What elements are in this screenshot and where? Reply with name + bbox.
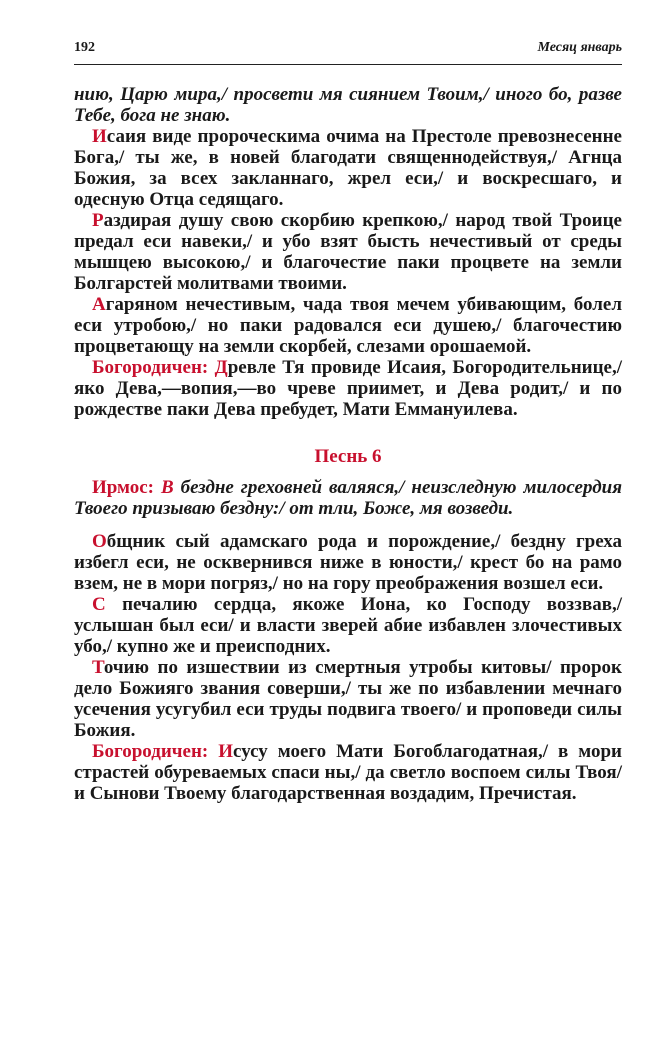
page-body (74, 84, 622, 804)
irmos-text: бездне греховней валяяся,/ неизследную милосердия Твоего призываю бездну:/ от тли, Боже, мя возведи. (74, 477, 622, 519)
running-title: Месяц январь (537, 40, 622, 55)
initial-letter: О (92, 531, 107, 552)
page-header (74, 40, 622, 60)
spacer (74, 519, 622, 531)
theotokion-text: ревле Тя провиде Исаия, Богородительнице,/ яко Дева,—вопия,—во чреве приимет, и Дева родит,/ и по рождестве паки Дева пребудет, Мати Еммануилева. (74, 357, 622, 420)
continuation-text: нию, Царю мира,/ просвети мя сиянием Твоим,/ иного бо, разве Тебе, бога не знаю. (74, 84, 622, 126)
troparion-1 (74, 126, 622, 210)
theotokion-text: сусу моего Мати Богоблагодатная,/ в мори страстей обуреваемых спаси ны,/ да светло воспоем силы Твоя/ и Сынови Твоему благодарственная воздадим, Пречистая. (74, 741, 623, 804)
irmos-label: Ирмос: (92, 477, 161, 498)
initial-letter: Р (92, 210, 104, 231)
troparion-text: очию по изшествии из смертныя утробы китовы/ пророк дело Божияго звания соверши,/ ты же по избавлении мечнаго усечения усугубил еси труды подвига твоего/ и проповеди силы Божия. (74, 657, 622, 741)
troparion-text: печалию сердца, якоже Иона, ко Господу воззвав,/ услышан был еси/ и власти зверей абие избавлен злочестивых убо,/ купно же и преисподних. (74, 594, 622, 657)
page-number: 192 (74, 40, 95, 55)
irmos (74, 477, 622, 519)
initial-letter: И (218, 741, 234, 762)
troparion-text: бщник сый адамскаго рода и порождение,/ бездну греха избегл еси, не осквернився ниже в юности,/ крест бо на рамо взем, не в мори погряз,/ но на гору преображения возшел еси. (74, 531, 622, 594)
theotokion-label: Богородичен: (92, 357, 215, 378)
theotokion-label: Богородичен: (92, 741, 219, 762)
initial-letter: Д (214, 357, 228, 378)
initial-letter: В (160, 477, 174, 498)
theotokion-1 (74, 357, 622, 420)
troparion-text: саия виде пророческима очима на Престоле превознесенне Бога,/ ты же, в новей благодати священнодействуя,/ Агнца Божия, за всех закланнаго, жрел еси,/ и воскресшаго, и одесную Отца седящаго. (74, 126, 622, 210)
initial-letter: А (92, 294, 106, 315)
troparion-text: аздирая душу свою скорбию крепкою,/ народ твой Троице предал еси навеки,/ и убо взят бысть нечестивый от среды мышцею высокою,/ и благочестие паки процвете на земли Болгарстей молитвами твоими. (74, 210, 622, 294)
troparion-3 (74, 294, 622, 357)
header-rule (74, 64, 622, 65)
troparion-5 (74, 594, 622, 657)
troparion-2 (74, 210, 622, 294)
theotokion-2 (74, 741, 622, 804)
troparion-text: гаряном нечестивым, чада твоя мечем убивающим, болел еси утробою,/ но паки радовался еси душею,/ благочестию процветающу на земли скорбей, слезами орошаемой. (74, 294, 622, 357)
initial-letter: И (92, 126, 107, 147)
ode-heading: Песнь 6 (314, 446, 382, 467)
troparion-6 (74, 657, 622, 741)
initial-letter: Т (92, 657, 104, 678)
troparion-4 (74, 531, 622, 594)
initial-letter: С (92, 594, 106, 615)
